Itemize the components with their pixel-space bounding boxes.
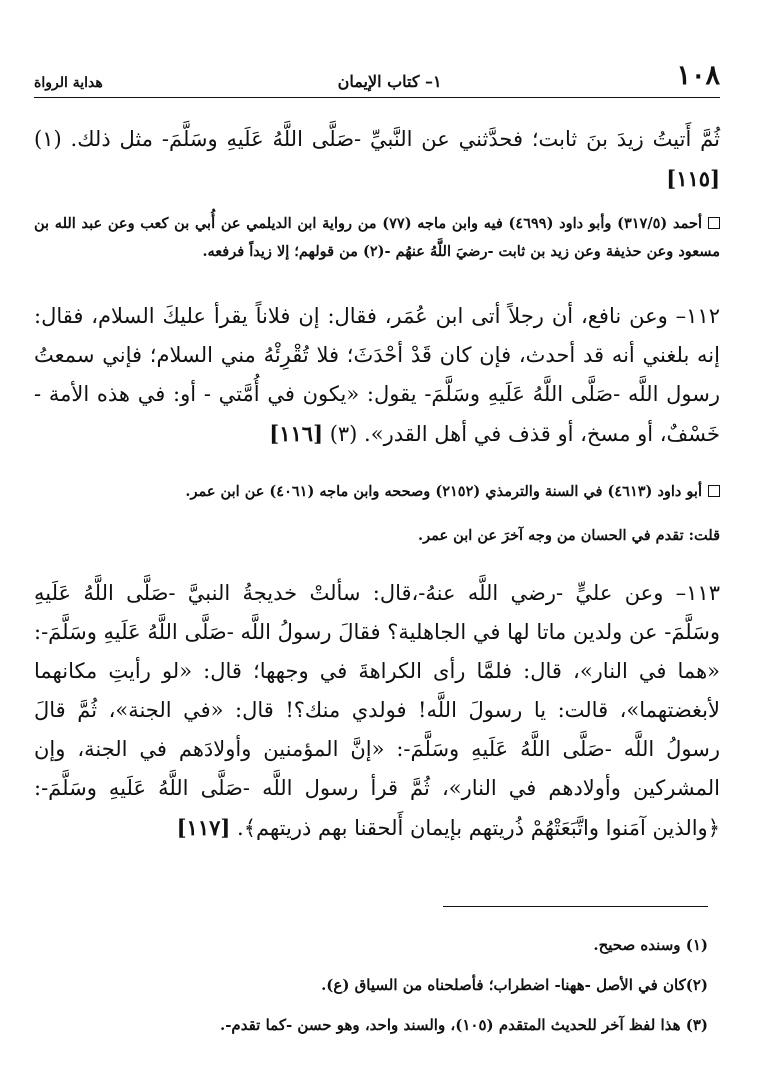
takhrij-text: أحمد (٣١٧/٥) وأبو داود (٤٦٩٩) فيه وابن ماجه (٧٧) من رواية ابن الديلمي عن أُبي بن كعب وعن عبد الله بن مسعود وعن حذيفة وعن زيد بن ثابت -رضيَ اللَّهُ عنهُم -(٢) من قولهم؛ إلا زيداً فرفعه. (34, 215, 720, 260)
footnote-2: (٢)كان في الأصل -ههنا- اضطراب؛ فأصلحناه من السياق (ع). (321, 976, 708, 994)
hadith-ref-number: [١١٧] (176, 815, 231, 840)
hadith-112 (34, 297, 720, 454)
square-marker-icon (708, 485, 720, 497)
square-marker-icon (708, 217, 720, 229)
page-number: ١٠٨ (676, 60, 720, 91)
hadith-ref-number: [١١٥] (666, 166, 720, 191)
author-remark (34, 522, 720, 550)
remark-text: قلت: تقدم في الحسان من وجه آخرَ عن ابن عمر. (418, 527, 720, 544)
hadith-text: ١١٣– وعن عليٍّ -رضي اللَّه عنهُ-،قال: سألتْ خديجةُ النبيَّ -صَلَّى اللَّهُ عَلَيهِ وسَلَّمَ- عن ولدين ماتا لها في الجاهلية؟ فقالَ رسولُ اللَّه -صَلَّى اللَّهُ عَلَيهِ وسَلَّمَ-: «هما في النار»، قال: فلمَّا رأى الكراهةَ في وجهها؛ قال: «لو رأيتِ مكانهما لأبغضتهما»، قالت: يا رسولَ اللَّه! فولدي منك؟! قال: «في الجنة»، ثُمَّ قالَ رسولُ اللَّه -صَلَّى اللَّهُ عَلَيهِ وسَلَّمَ-: «إنَّ المؤمنين وأولادَهم في الجنة، وإن المشركين وأولادهم في النار»، ثُمَّ قرأ رسول اللَّه -صَلَّى اللَّهُ عَلَيهِ وسَلَّمَ-: ﴿والذين آمَنوا واتَّبَعَتْهُمْ ذُريتهم بإيمان أَلحقنا بهم ذريتهم﴾. (34, 581, 720, 840)
hadith-text: ثُمَّ أَتيتُ زيدَ بنَ ثابت؛ فحدَّثني عن النَّبيِّ -صَلَّى اللَّهُ عَلَيهِ وسَلَّمَ- مثل ذلك. (١) (34, 127, 720, 151)
footnote-3: (٣) هذا لفظ آخر للحديث المتقدم (١٠٥)، والسند واحد، وهو حسن -كما تقدم-. (219, 1016, 708, 1034)
hadith-text: ١١٢– وعن نافع، أن رجلاً أتى ابن عُمَر، فقال: إن فلاناً يقرأ عليكَ السلام، فقال: إنه بلغني أنه قد أحدث، فإن كان قَدْ أحْدَثَ؛ فلا تُقْرِئْهُ مني السلام؛ فإني سمعتُ رسول اللَّه -صَلَّى اللَّهُ عَلَيهِ وسَلَّمَ- يقول: «يكون في أُمَّتي - أو: في هذه الأمة - خَسْفٌ، أو مسخ، أو قذف في أهل القدر». (٣) (34, 304, 720, 446)
hadith-113 (34, 574, 720, 848)
takhrij-text: أبو داود (٤٦١٣) في السنة والترمذي (٢١٥٢) وصححه وابن ماجه (٤٠٦١) عن ابن عمر. (185, 483, 702, 500)
running-header (34, 58, 720, 98)
takhrij-note-115 (34, 210, 720, 266)
footnote-separator (443, 906, 708, 907)
hadith-ref-number: [١١٦] (269, 421, 323, 446)
chapter-title: ١– كتاب الإيمان (337, 72, 442, 91)
book-series-title: هداية الرواة (34, 75, 103, 91)
hadith-115 (34, 120, 720, 199)
footnote-1: (١) وسنده صحيح. (593, 936, 708, 954)
takhrij-note-112 (34, 478, 720, 506)
